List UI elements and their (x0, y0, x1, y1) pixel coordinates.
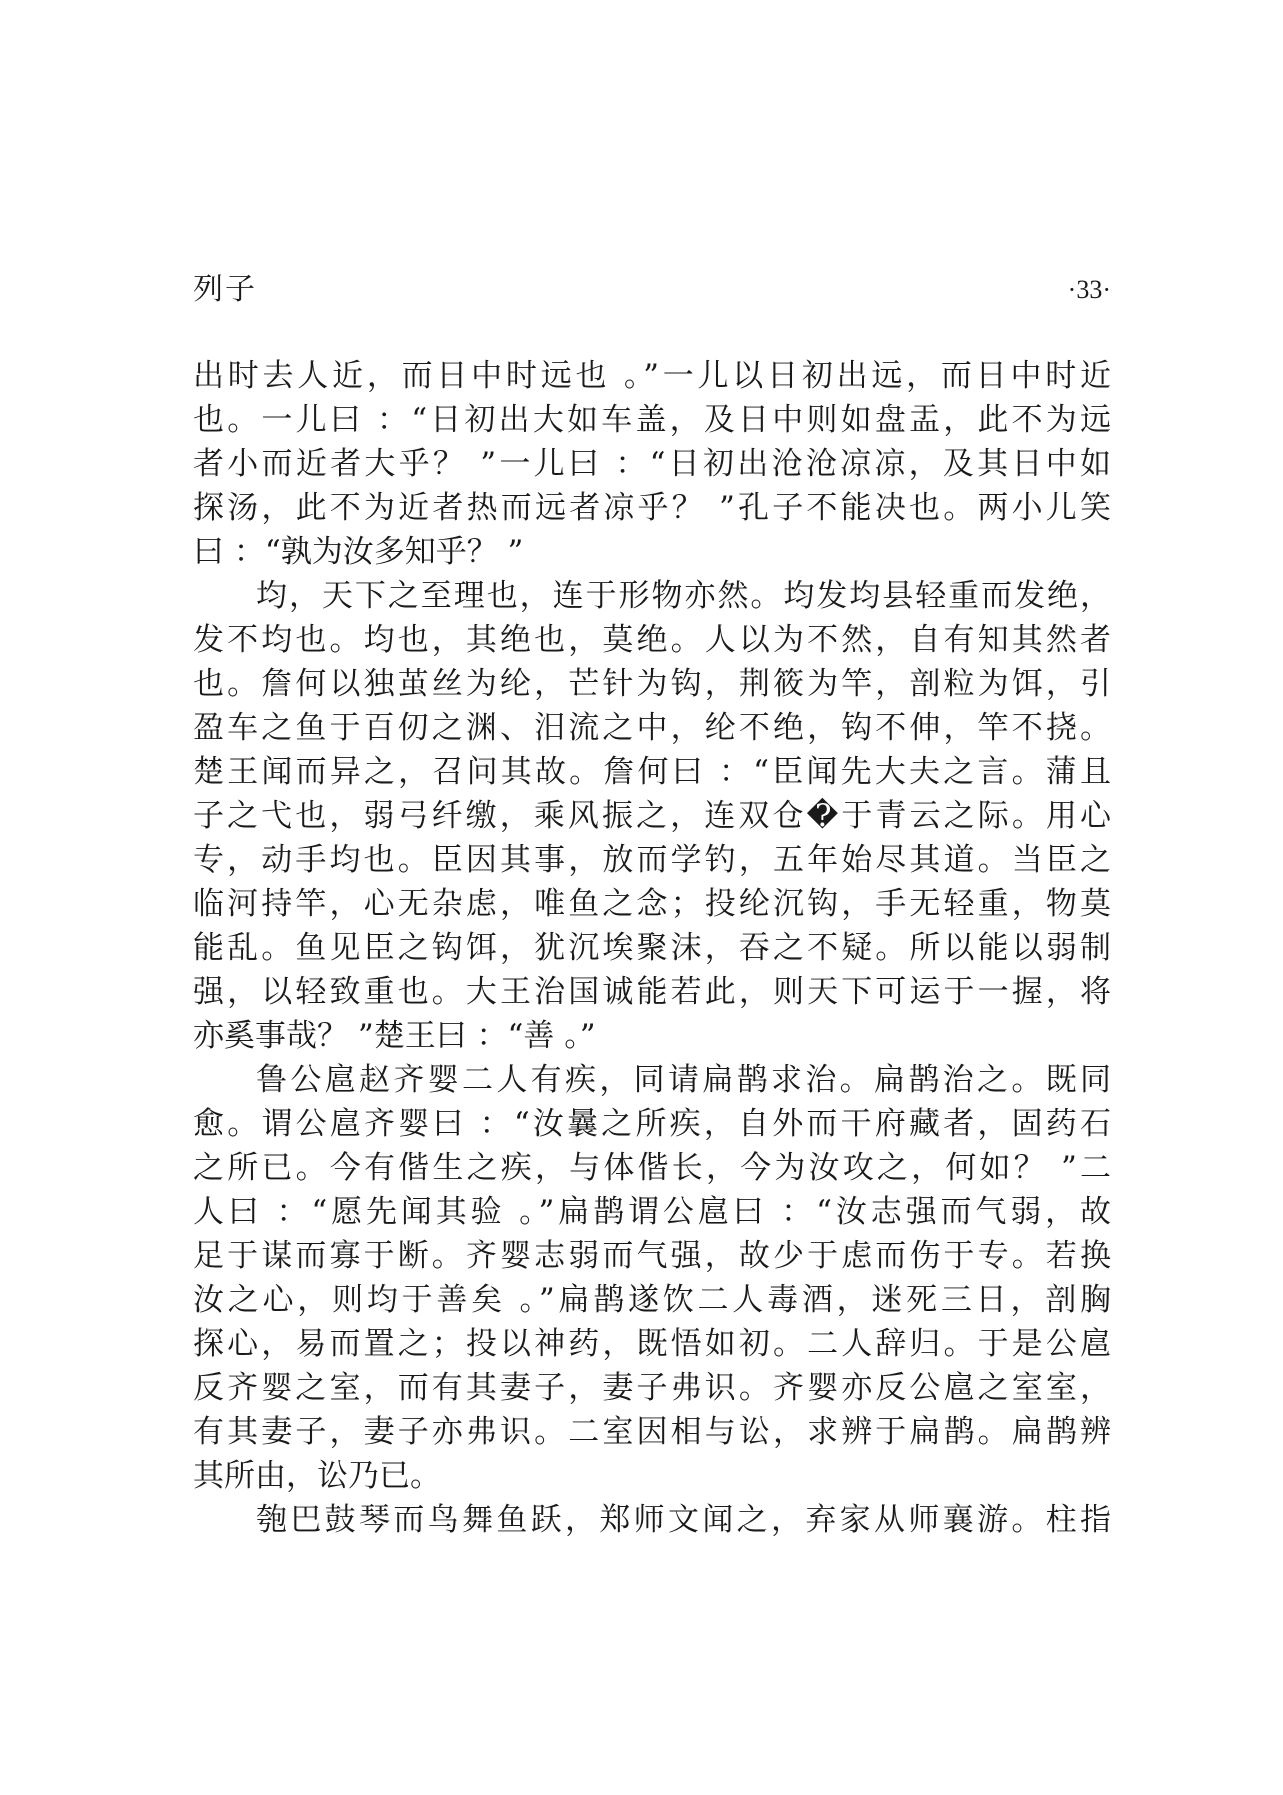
text-line: 也。一儿曰 ：“日初出大如车盖，及日中则如盘盂，此不为远 (193, 402, 1111, 438)
paragraph-first-line: 鲁公扈赵齐婴二人有疾，同请扁鹊求治。扁鹊治之。既同 (256, 1062, 1111, 1098)
text-line: 亦奚事哉？ ”楚王曰 ：“善 。” (193, 1018, 596, 1054)
text-line: 探汤，此不为近者热而远者凉乎？ ”孔子不能决也。两小儿笑 (193, 490, 1111, 526)
text-line: 其所由，讼乃已。 (193, 1458, 441, 1494)
text-line: 愈。谓公扈齐婴曰 ：“汝曩之所疾，自外而干府藏者，固药石 (193, 1106, 1111, 1142)
text-line: 曰 ：“孰为汝多知乎？ ” (193, 534, 524, 570)
text-line: 临河持竿，心无杂虑，唯鱼之念；投纶沉钩，手无轻重，物莫 (193, 886, 1111, 922)
text-line: 楚王闻而异之，召问其故。詹何曰 ：“臣闻先大夫之言。蒲且 (193, 754, 1111, 790)
text-line: 之所已。今有偕生之疾，与体偕长，今为汝攻之，何如？ ”二 (193, 1150, 1111, 1186)
paragraph-first-line: 均，天下之至理也，连于形物亦然。均发均县轻重而发绝， (256, 578, 1111, 614)
text-line: 反齐婴之室，而有其妻子，妻子弗识。齐婴亦反公扈之室室， (193, 1370, 1111, 1406)
text-line: 有其妻子，妻子亦弗识。二室因相与讼，求辨于扁鹊。扁鹊辨 (193, 1414, 1111, 1450)
text-line: 强，以轻致重也。大王治国诚能若此，则天下可运于一握，将 (193, 974, 1111, 1010)
text-line: 者小而近者大乎？ ”一儿曰 ：“日初出沧沧凉凉，及其日中如 (193, 446, 1111, 482)
body-text (193, 354, 1111, 1542)
text-line: 人曰 ：“愿先闻其验 。”扁鹊谓公扈曰 ：“汝志强而气弱，故 (193, 1194, 1111, 1230)
text-line: 发不均也。均也，其绝也，莫绝。人以为不然，自有知其然者 (193, 622, 1111, 658)
page-header (193, 270, 1111, 314)
text-line: 专，动手均也。臣因其事，放而学钓，五年始尽其道。当臣之 (193, 842, 1111, 878)
paragraph-first-line: 匏巴鼓琴而鸟舞鱼跃，郑师文闻之，弃家从师襄游。柱指 (256, 1502, 1111, 1538)
text-line: 足于谋而寡于断。齐婴志弱而气强，故少于虑而伤于专。若换 (193, 1238, 1111, 1274)
text-line: 也。詹何以独茧丝为纶，芒针为钩，荆筱为竿，剖粒为饵，引 (193, 666, 1111, 702)
running-title: 列子 (193, 272, 257, 307)
page-number: ·33· (1067, 275, 1111, 304)
text-line: 汝之心，则均于善矣 。”扁鹊遂饮二人毒酒，迷死三日，剖胸 (193, 1282, 1111, 1318)
text-line: 子之弋也，弱弓纤缴，乘风振之，连双仓�于青云之际。用心 (193, 798, 1111, 834)
text-line: 探心，易而置之；投以神药，既悟如初。二人辞归。于是公扈 (193, 1326, 1111, 1362)
text-line: 盈车之鱼于百仞之渊、汨流之中，纶不绝，钩不伸，竿不挠。 (193, 710, 1111, 746)
text-line: 出时去人近，而日中时远也 。”一儿以日初出远，而日中时近 (193, 358, 1111, 394)
text-line: 能乱。鱼见臣之钩饵，犹沉埃聚沫，吞之不疑。所以能以弱制 (193, 930, 1111, 966)
